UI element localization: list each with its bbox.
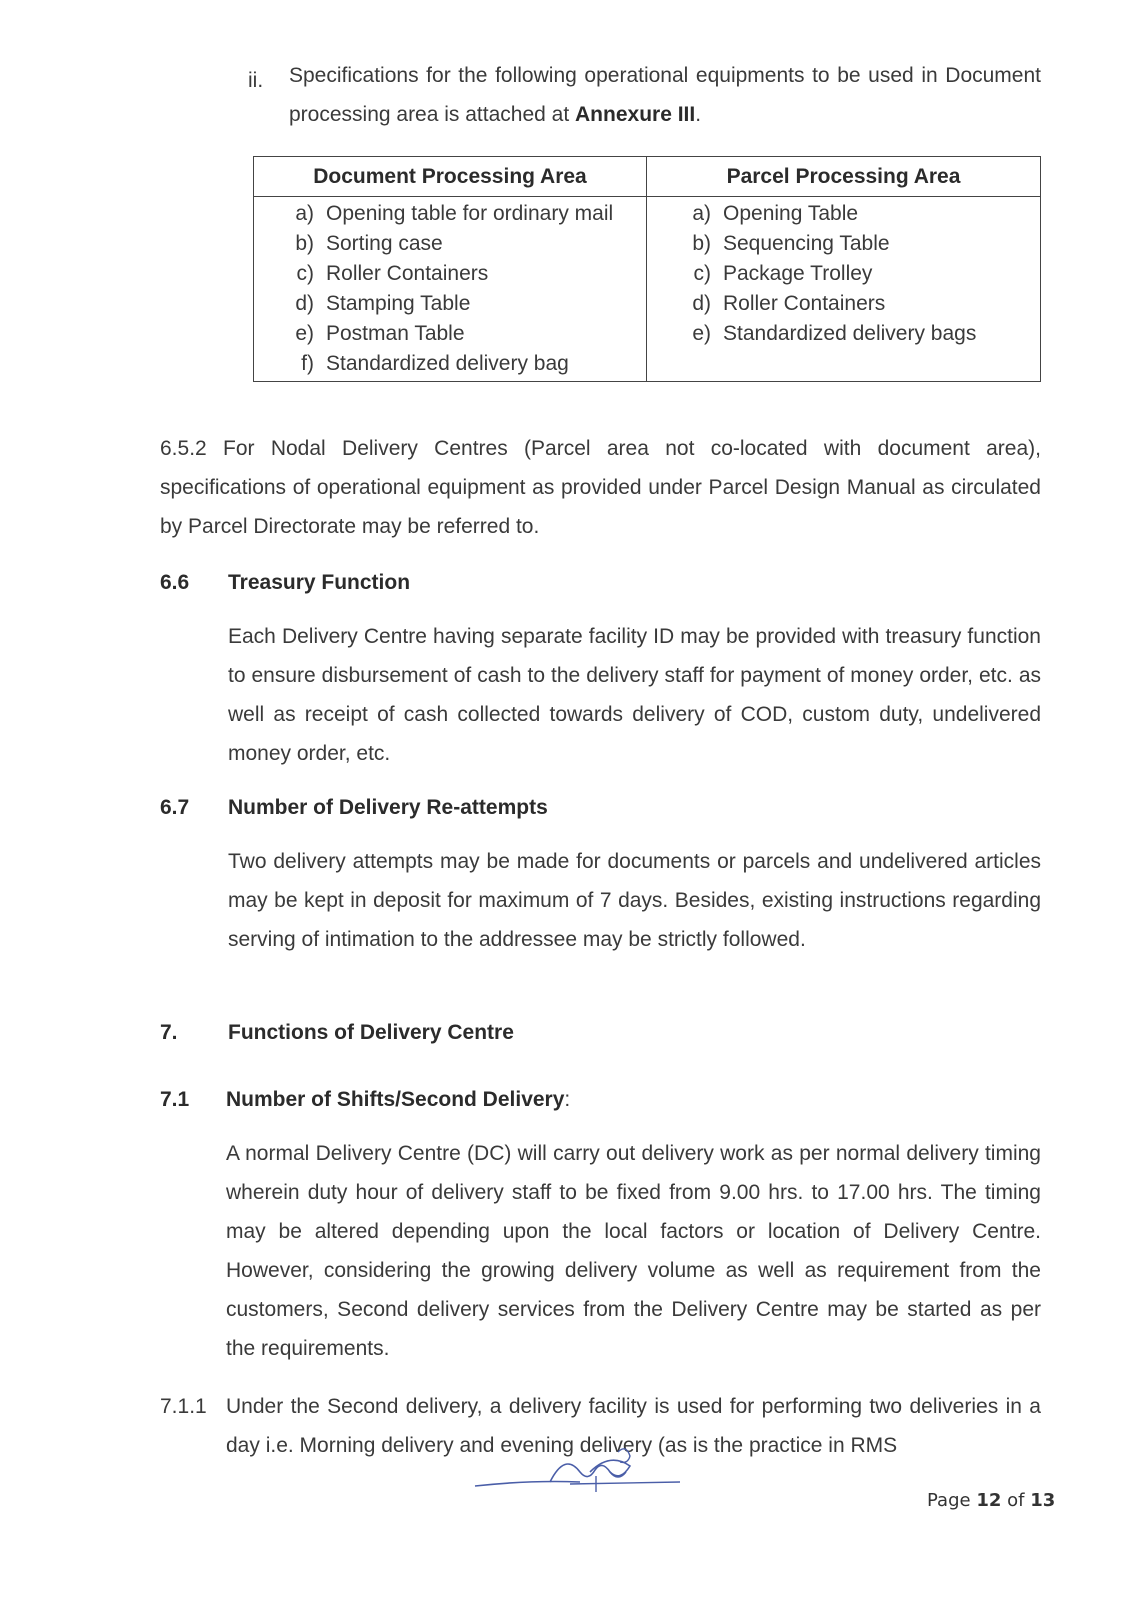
table-header-parcel: Parcel Processing Area [647, 157, 1041, 197]
list-marker: b) [295, 232, 314, 255]
list-text: Opening Table [723, 202, 859, 225]
list-item [647, 259, 1040, 289]
item-ii-text [289, 56, 1041, 134]
paragraph-6-5-2: 6.5.2 For Nodal Delivery Centres (Parcel area not co-located with document area), specifications of operational equipment as provided under Parcel Design Manual as circulated by Parcel Directorate may be referred to. [160, 437, 1041, 538]
list-item [647, 319, 1040, 349]
list-item [254, 319, 646, 349]
document-equipment-list [254, 197, 646, 381]
list-item [254, 229, 646, 259]
section-6-7-number: 6.7 [160, 796, 190, 819]
list-text: Package Trolley [723, 262, 873, 285]
section-6-6-body: Each Delivery Centre having separate facility ID may be provided with treasury function to ensure disbursement of cash to the delivery staff for payment of money order, etc. as well as receipt of cash collected towards delivery of COD, custom duty, undelivered money order, etc. [228, 625, 1041, 765]
equipment-table [253, 156, 1041, 382]
list-text: Stamping Table [326, 292, 471, 315]
list-marker: f) [301, 352, 314, 375]
list-marker: d) [692, 292, 711, 315]
item-ii-text-before: Specifications for the following operational equipments to be used in Document processing area is attached at [289, 64, 1041, 126]
list-text: Opening table for ordinary mail [326, 202, 614, 225]
list-text: Standardized delivery bags [723, 322, 977, 345]
list-text: Standardized delivery bag [326, 352, 569, 375]
list-item [254, 259, 646, 289]
section-7-1-heading-colon: : [564, 1088, 571, 1111]
section-6-7-heading: Number of Delivery Re-attempts [228, 796, 548, 819]
list-text: Sorting case [326, 232, 443, 255]
parcel-equipment-cell [647, 197, 1041, 382]
list-item [254, 199, 646, 229]
item-ii-text-after: . [695, 103, 702, 126]
list-item [254, 349, 646, 379]
section-7-1-number: 7.1 [160, 1088, 190, 1111]
list-marker: d) [295, 292, 314, 315]
section-7-1-1-number: 7.1.1 [160, 1395, 207, 1418]
table-header-document: Document Processing Area [254, 157, 647, 197]
list-item [647, 289, 1040, 319]
list-marker: a) [295, 202, 314, 225]
list-item [254, 289, 646, 319]
section-7-1-heading: Number of Shifts/Second Delivery [226, 1088, 565, 1111]
list-marker: b) [692, 232, 711, 255]
list-marker: c) [296, 262, 314, 285]
list-marker: e) [295, 322, 314, 345]
section-7-number: 7. [160, 1021, 178, 1044]
section-6-6-number: 6.6 [160, 571, 190, 594]
section-6-7-body: Two delivery attempts may be made for documents or parcels and undelivered articles may be kept in deposit for maximum of 7 days. Besides, existing instructions regarding serving of intimation to the addressee may be strictly followed. [228, 850, 1041, 951]
section-7-1-body: A normal Delivery Centre (DC) will carry out delivery work as per normal delivery timing wherein duty hour of delivery staff to be fixed from 9.00 hrs. to 17.00 hrs. The timing may be altered depending upon the local factors or location of Delivery Centre. However, considering the growing delivery volume as well as requirement from the customers, Second delivery services from the Delivery Centre may be started as per the requirements. [226, 1142, 1041, 1360]
list-item [647, 199, 1040, 229]
list-marker: c) [693, 262, 711, 285]
page-label: Page [927, 1490, 971, 1511]
section-7-heading: Functions of Delivery Centre [228, 1021, 514, 1044]
section-7-1-heading-line [226, 1080, 570, 1119]
page-number [927, 1490, 1055, 1511]
total-pages: 13 [1030, 1490, 1056, 1511]
item-ii-marker: ii. [248, 69, 264, 92]
list-text: Sequencing Table [723, 232, 890, 255]
parcel-equipment-list [647, 197, 1040, 351]
annexure-reference: Annexure III [575, 103, 696, 126]
current-page: 12 [976, 1490, 1002, 1511]
list-item [647, 229, 1040, 259]
list-marker: a) [692, 202, 711, 225]
list-text: Postman Table [326, 322, 465, 345]
list-text: Roller Containers [326, 262, 489, 285]
document-equipment-cell [254, 197, 647, 382]
section-6-6-heading: Treasury Function [228, 571, 411, 594]
list-text: Roller Containers [723, 292, 886, 315]
list-marker: e) [692, 322, 711, 345]
signature-mark [470, 1442, 700, 1502]
of-label: of [1007, 1490, 1025, 1511]
section-7-1-1-body: Under the Second delivery, a delivery facility is used for performing two deliveries in a day i.e. Morning delivery and evening delivery (as is the practice in RMS [226, 1395, 1041, 1457]
